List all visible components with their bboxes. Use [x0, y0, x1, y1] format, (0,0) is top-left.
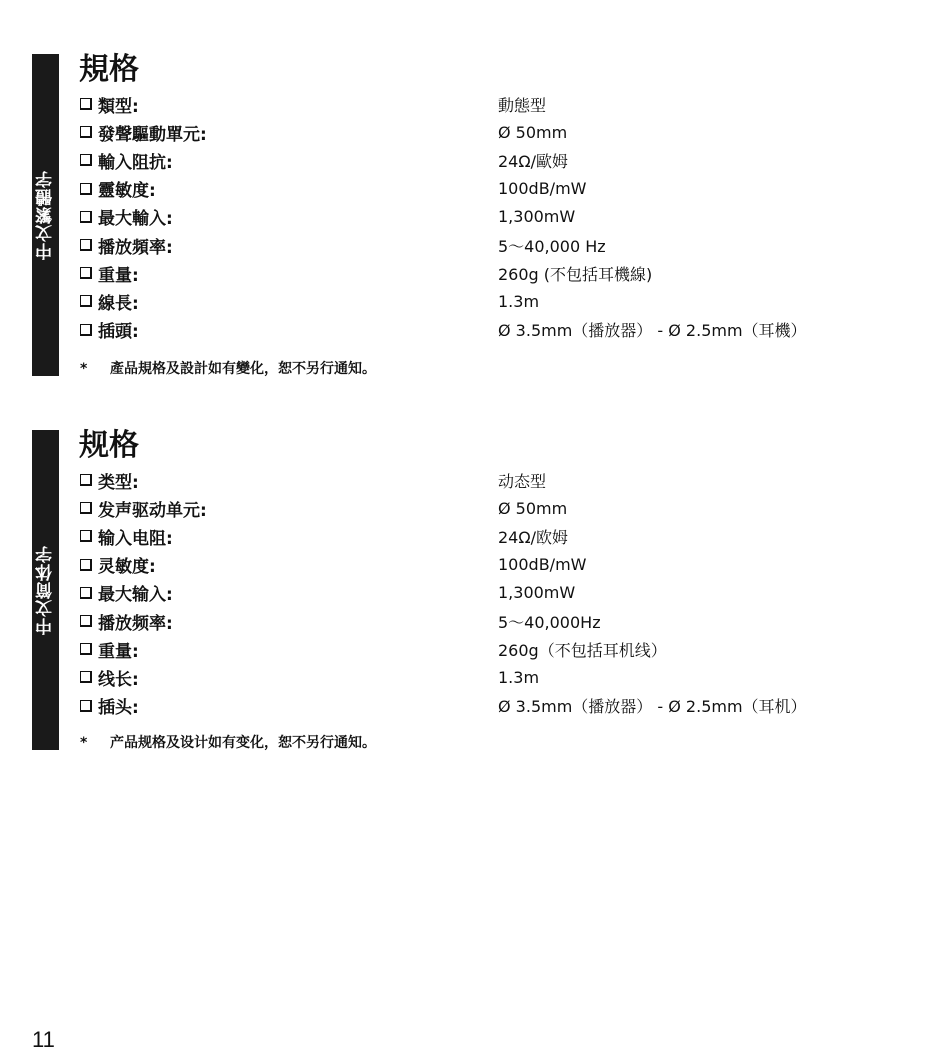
spec-label: 发声驱动单元:	[98, 500, 207, 521]
spec-label: 最大輸入:	[98, 209, 173, 230]
side-tab-label: 中文繁體字	[36, 170, 56, 260]
disclaimer-note	[80, 732, 376, 752]
spec-row-impedance	[80, 522, 880, 550]
spec-row-frequency	[80, 231, 880, 259]
spec-row-plug	[80, 692, 880, 720]
checkbox-icon	[80, 154, 92, 166]
checkbox-icon	[80, 295, 92, 307]
spec-row-plug	[80, 316, 880, 344]
checkbox-icon	[80, 267, 92, 279]
checkbox-icon	[80, 559, 92, 571]
disclaimer-note	[80, 358, 376, 378]
spec-label: 發聲驅動單元:	[98, 124, 207, 145]
checkbox-icon	[80, 671, 92, 683]
spec-row-type	[80, 466, 880, 494]
spec-label: 最大输入:	[98, 585, 173, 606]
checkbox-icon	[80, 643, 92, 655]
spec-value: Ø 3.5mm（播放器） - Ø 2.5mm（耳機）	[498, 321, 807, 341]
spec-label: 重量:	[98, 641, 139, 662]
spec-value: 100dB/mW	[498, 179, 587, 199]
checkbox-icon	[80, 700, 92, 712]
spec-label: 類型:	[98, 96, 139, 117]
spec-row-driver	[80, 118, 880, 146]
spec-value: 動態型	[498, 95, 547, 115]
spec-value: Ø 50mm	[498, 498, 568, 518]
spec-row-frequency	[80, 607, 880, 635]
spec-label: 播放頻率:	[98, 237, 173, 258]
note-text: 产品规格及设计如有变化，恕不另行通知。	[110, 735, 376, 751]
section-title: 规格	[79, 428, 139, 463]
spec-row-impedance	[80, 146, 880, 174]
spec-label: 重量:	[98, 265, 139, 286]
spec-value: 动态型	[498, 471, 547, 491]
spec-value: 260g（不包括耳机线）	[498, 640, 667, 660]
checkbox-icon	[80, 615, 92, 627]
checkbox-icon	[80, 211, 92, 223]
checkbox-icon	[80, 324, 92, 336]
checkbox-icon	[80, 98, 92, 110]
spec-row-driver	[80, 494, 880, 522]
spec-list	[80, 466, 880, 720]
spec-row-weight	[80, 635, 880, 663]
spec-value: 5〜40,000Hz	[498, 612, 601, 632]
side-tab-simplified	[32, 430, 59, 750]
spec-label: 输入电阻:	[98, 528, 173, 549]
spec-label: 輸入阻抗:	[98, 152, 173, 173]
spec-value: 1,300mW	[498, 583, 576, 603]
spec-value: 100dB/mW	[498, 555, 587, 575]
spec-row-type	[80, 90, 880, 118]
spec-value: 24Ω/欧姆	[498, 527, 568, 547]
spec-row-max-input	[80, 579, 880, 607]
spec-label: 线长:	[98, 669, 139, 690]
spec-label: 插头:	[98, 698, 139, 719]
checkbox-icon	[80, 502, 92, 514]
spec-label: 灵敏度:	[98, 557, 156, 578]
checkbox-icon	[80, 474, 92, 486]
spec-value: Ø 3.5mm（播放器） - Ø 2.5mm（耳机）	[498, 697, 807, 717]
spec-value: 24Ω/歐姆	[498, 151, 568, 171]
spec-row-cord-length	[80, 287, 880, 315]
spec-row-weight	[80, 259, 880, 287]
note-asterisk: *	[80, 361, 88, 377]
spec-label: 線長:	[98, 293, 139, 314]
spec-value: 1.3m	[498, 291, 540, 311]
spec-label: 类型:	[98, 472, 139, 493]
side-tab-label: 中文简体字	[36, 545, 56, 635]
spec-value: 5〜40,000 Hz	[498, 236, 606, 256]
spec-value: Ø 50mm	[498, 122, 568, 142]
note-asterisk: *	[80, 735, 88, 751]
spec-row-max-input	[80, 203, 880, 231]
checkbox-icon	[80, 239, 92, 251]
spec-label: 插頭:	[98, 322, 139, 343]
note-text: 產品規格及設計如有變化，恕不另行通知。	[110, 361, 376, 377]
spec-row-sensitivity	[80, 175, 880, 203]
checkbox-icon	[80, 183, 92, 195]
spec-list	[80, 90, 880, 344]
spec-value: 1,300mW	[498, 207, 576, 227]
side-tab-traditional	[32, 54, 59, 376]
checkbox-icon	[80, 587, 92, 599]
spec-label: 靈敏度:	[98, 181, 156, 202]
spec-row-sensitivity	[80, 551, 880, 579]
section-title: 規格	[79, 52, 139, 87]
spec-value: 260g (不包括耳機線)	[498, 264, 653, 284]
spec-value: 1.3m	[498, 667, 540, 687]
checkbox-icon	[80, 126, 92, 138]
spec-row-cord-length	[80, 663, 880, 691]
checkbox-icon	[80, 530, 92, 542]
page-number: 11	[32, 1027, 55, 1052]
spec-label: 播放频率:	[98, 613, 173, 634]
